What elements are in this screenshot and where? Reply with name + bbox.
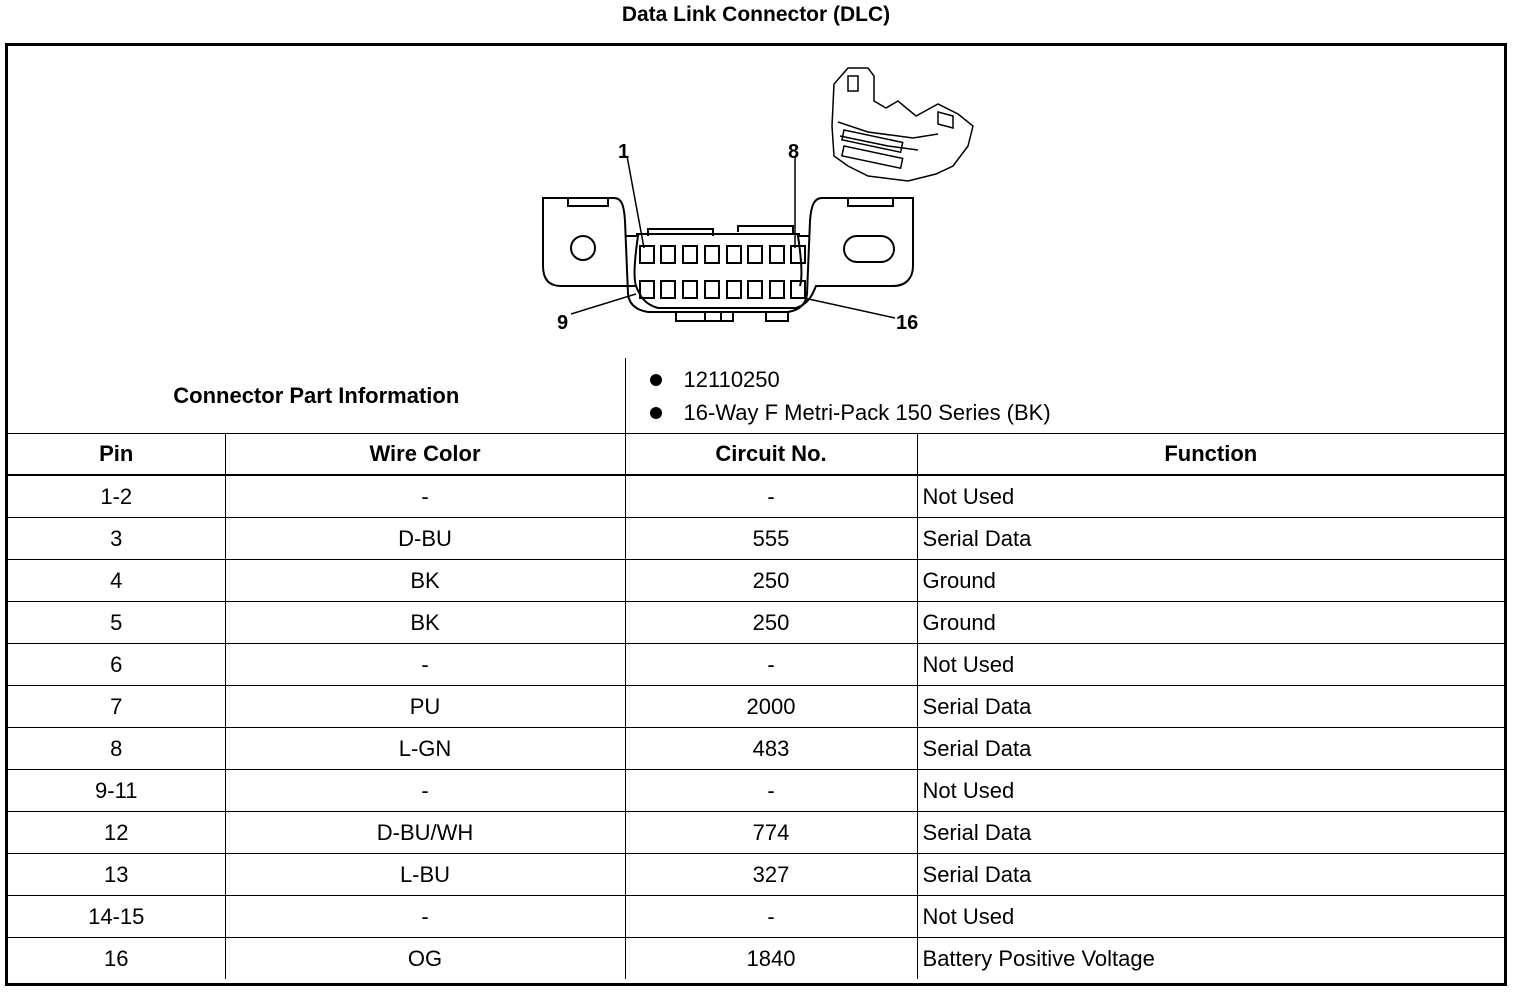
table-row [8,938,1504,980]
pin-cell: 5 [8,602,225,644]
circuit-cell: 774 [625,812,917,854]
pin-cell: 8 [8,728,225,770]
circuit-cell: - [625,770,917,812]
function-cell: Ground [917,602,1504,644]
pin-cell: 7 [8,686,225,728]
table-row [8,518,1504,560]
connector-info-label: Connector Part Information [8,358,625,434]
table-row [8,644,1504,686]
connector-info-list [625,358,1504,434]
circuit-cell: - [625,896,917,938]
pin-cell: 16 [8,938,225,980]
circuit-cell: - [625,475,917,518]
table-row [8,602,1504,644]
function-cell: Not Used [917,475,1504,518]
wire-color-cell: D-BU/WH [225,812,625,854]
wire-color-cell: D-BU [225,518,625,560]
wire-color-cell: - [225,644,625,686]
circuit-cell: 250 [625,560,917,602]
circuit-cell: 2000 [625,686,917,728]
connector-perspective-view [832,68,973,181]
function-cell: Serial Data [917,812,1504,854]
function-cell: Serial Data [917,728,1504,770]
wire-color-cell: PU [225,686,625,728]
bullet-icon [650,407,662,419]
connector-frame [5,43,1507,986]
pin-cell: 9-11 [8,770,225,812]
circuit-cell: 555 [625,518,917,560]
table-row [8,686,1504,728]
wire-color-cell: - [225,475,625,518]
circuit-cell: - [625,644,917,686]
pin-label-1: 1 [618,141,630,163]
function-cell: Not Used [917,896,1504,938]
pin-cell: 12 [8,812,225,854]
connector-info-item: 16-Way F Metri-Pack 150 Series (BK) [650,396,1505,429]
pin-cell: 6 [8,644,225,686]
connector-info-row [8,358,1504,434]
pin-cell: 13 [8,854,225,896]
wire-color-cell: L-GN [225,728,625,770]
circuit-cell: 483 [625,728,917,770]
header-wire-color: Wire Color [225,434,625,476]
function-cell: Not Used [917,644,1504,686]
header-circuit: Circuit No. [625,434,917,476]
dlc-connector-drawing [8,46,1504,358]
pin-cell: 1-2 [8,475,225,518]
wire-color-cell: - [225,770,625,812]
pin-row-top [640,246,805,263]
function-cell: Battery Positive Voltage [917,938,1504,980]
wire-color-cell: BK [225,560,625,602]
table-row [8,812,1504,854]
page-title: Data Link Connector (DLC) [621,3,891,26]
table-row [8,728,1504,770]
pin-cell: 3 [8,518,225,560]
circuit-cell: 327 [625,854,917,896]
pin-cell: 14-15 [8,896,225,938]
function-cell: Serial Data [917,854,1504,896]
circuit-cell: 250 [625,602,917,644]
table-row [8,896,1504,938]
table-row [8,770,1504,812]
pinout-table [8,358,1504,979]
table-row [8,560,1504,602]
connector-info-item: 12110250 [650,363,1505,396]
pin-label-8: 8 [788,141,800,163]
wire-color-cell: - [225,896,625,938]
pin-label-9: 9 [557,312,569,334]
pin-label-16: 16 [896,312,919,334]
function-cell: Serial Data [917,518,1504,560]
circuit-cell: 1840 [625,938,917,980]
function-cell: Not Used [917,770,1504,812]
table-header-row [8,434,1504,476]
wire-color-cell: BK [225,602,625,644]
wire-color-cell: OG [225,938,625,980]
function-cell: Ground [917,560,1504,602]
bullet-icon [650,374,662,386]
wire-color-cell: L-BU [225,854,625,896]
header-function: Function [917,434,1504,476]
header-pin: Pin [8,434,225,476]
table-row [8,854,1504,896]
pin-row-bottom [640,281,805,298]
function-cell: Serial Data [917,686,1504,728]
pin-cell: 4 [8,560,225,602]
connector-diagram [8,46,1504,358]
table-row [8,475,1504,518]
